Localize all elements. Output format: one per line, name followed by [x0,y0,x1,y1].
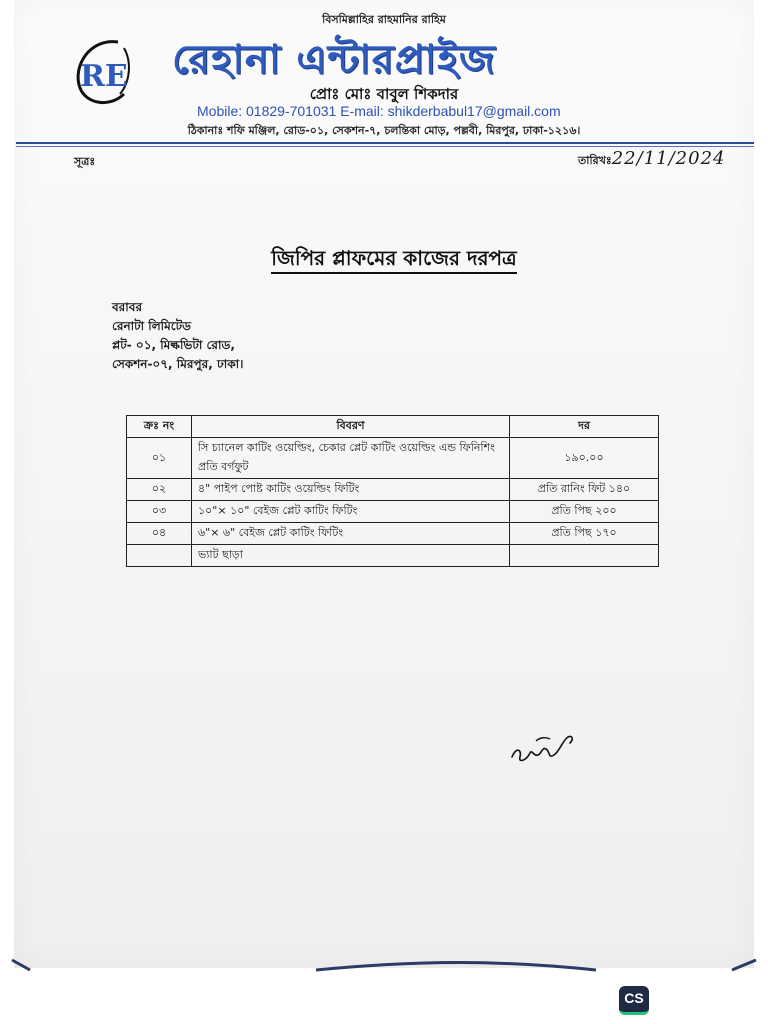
column-header-rate: দর [510,416,659,438]
company-name: রেহানা এন্টারপ্রাইজ [172,37,496,83]
column-header-description: বিবরণ [192,416,510,438]
column-header-serial: ক্রঃ নং [127,416,192,438]
bismillah-text: বিসমিল্লাহির রাহমানির রাহিম [322,13,446,26]
document-title [0,244,768,277]
date-label: তারিখঃ [578,154,612,167]
row-description: ভ্যাট ছাড়া [192,545,510,567]
proprietor-name: প্রোঃ মোঃ বাবুল শিকদার [309,85,459,103]
header-divider [16,142,754,144]
reference-label: সূত্রঃ [74,155,96,168]
recipient-block [112,298,243,374]
table-row [127,501,659,523]
contact-info: Mobile: 01829-701031 E-mail: shikderbabul17@gmail.com [197,103,561,119]
table-row [127,545,659,567]
row-serial: ০২ [127,479,192,501]
row-rate: প্রতি পিছ ১৭০ [510,523,659,545]
row-rate: ১৯০.০০ [510,438,659,479]
recipient-line: প্লট- ০১, মিল্কভিটা রোড, [112,338,235,352]
company-address: ঠিকানাঃ শফি মঞ্জিল, রোড-০১, সেকশন-৭, চলন্তিকা মোড়, পল্লবী, মিরপুর, ঢাকা-১২১৬। [187,124,581,137]
row-description: ৬"× ৬" বেইজ প্লেট কাটিং ফিটিং [192,523,510,545]
recipient-line: বরাবর [112,300,143,314]
date-field [578,148,725,171]
recipient-line: সেকশন-০৭, মিরপুর, ঢাকা। [112,357,244,371]
date-value: 22/11/2024 [611,148,726,169]
table-row [127,523,659,545]
row-description: ৪" পাইপ পোষ্ট কাটিং ওয়েল্ডিং ফিটিং [192,479,510,501]
row-description: সি চ্যানেল কাটিং ওয়েল্ডিং, চেকার প্লেট কাটিং ওয়েল্ডিং এন্ড ফিনিশিং প্রতি বর্গফুট [192,438,510,479]
table-header-row [127,416,659,438]
recipient-line: রেনাটা লিমিটেড [112,319,191,333]
bottom-decorative-arc [0,950,768,974]
row-rate: প্রতি পিছ ২০০ [510,501,659,523]
signature-icon [506,727,578,769]
row-rate: প্রতি রানিং ফিট ১৪০ [510,479,659,501]
rate-table [126,415,659,567]
row-description: ১০"× ১০" বেইজ প্লেট কাটিং ফিটিং [192,501,510,523]
table-row [127,479,659,501]
table-row [127,438,659,479]
row-serial: ০৩ [127,501,192,523]
row-serial [127,545,192,567]
row-rate [510,545,659,567]
row-serial: ০৪ [127,523,192,545]
header-divider-thin [16,146,754,147]
logo-text: RE [80,59,128,94]
document-title-text: জিপির প্লাফমের কাজের দরপত্র [271,246,517,274]
row-serial: ০১ [127,438,192,479]
camscanner-badge-icon: CS [619,986,649,1015]
